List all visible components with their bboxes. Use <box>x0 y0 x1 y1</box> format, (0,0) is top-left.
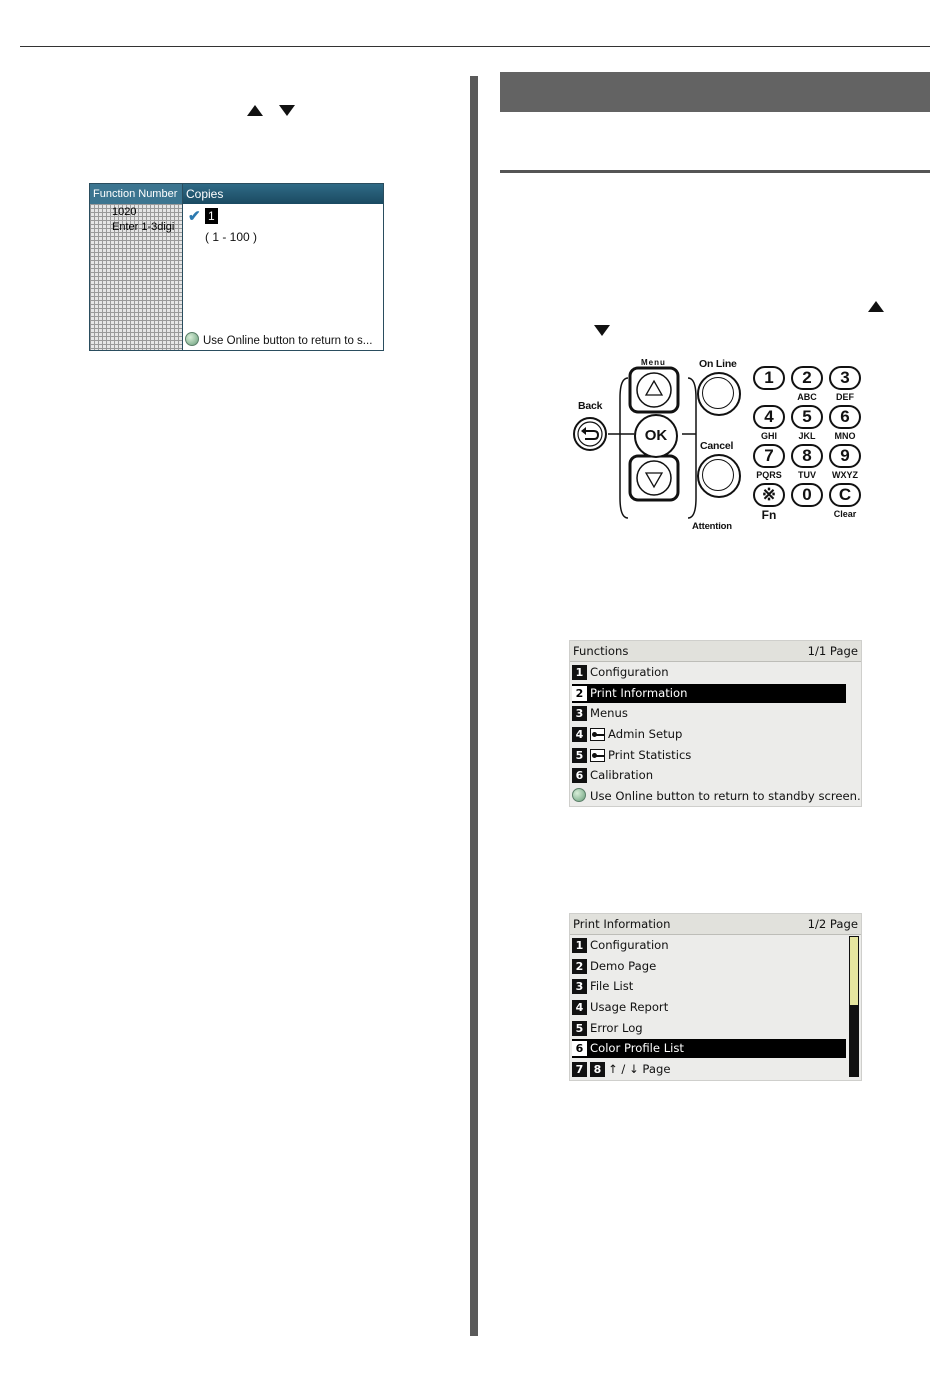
function-number-hint: Enter 1-3digi <box>112 221 175 233</box>
keypad-key-9[interactable]: 9 <box>829 444 861 468</box>
copies-range: ( 1 - 100 ) <box>205 230 258 244</box>
function-number-value: 1020 <box>112 206 137 218</box>
online-label: On Line <box>699 358 737 370</box>
keypad-key-11[interactable]: 0 <box>791 483 823 507</box>
page-navigation-row[interactable] <box>572 1060 670 1079</box>
keypad-key-4[interactable]: 4 <box>753 405 785 429</box>
keypad-key-5[interactable]: 5 <box>791 405 823 429</box>
header-rule <box>20 46 930 47</box>
keypad-key-2[interactable]: 2 <box>791 366 823 390</box>
copies-title: Copies <box>183 184 383 204</box>
menu-item-file-list[interactable] <box>572 977 633 996</box>
ok-button[interactable]: OK <box>634 414 678 458</box>
key-icon <box>590 728 605 741</box>
functions-page-indicator: 1/1 Page <box>807 644 858 658</box>
item-number: 4 <box>572 1000 587 1015</box>
scrollbar-thumb[interactable] <box>850 937 858 1005</box>
item-label: Calibration <box>590 768 654 782</box>
cancel-button[interactable] <box>697 454 741 498</box>
down-arrow-icon <box>279 105 295 116</box>
back-button[interactable] <box>572 416 608 452</box>
menu-item-configuration[interactable] <box>572 936 669 955</box>
menu-item-print-information[interactable] <box>572 684 846 703</box>
keypad-key-sublabel: GHI <box>760 431 777 441</box>
functions-screen <box>569 640 862 807</box>
menu-up-button[interactable] <box>628 366 680 414</box>
keypad-key-6[interactable]: 6 <box>829 405 861 429</box>
item-label: Error Log <box>590 1021 643 1035</box>
online-button[interactable] <box>697 372 741 416</box>
functions-header <box>570 641 861 662</box>
menu-item-configuration[interactable] <box>572 663 669 682</box>
item-number: 5 <box>572 1021 587 1036</box>
print-information-header <box>570 914 861 935</box>
keypad-key-12[interactable]: C <box>829 483 861 507</box>
keypad-key-sublabel: MNO <box>834 431 856 441</box>
menu-item-menus[interactable] <box>572 704 628 723</box>
key-icon <box>590 749 605 762</box>
item-label: Menus <box>590 706 628 720</box>
item-number: 3 <box>572 979 587 994</box>
check-icon: ✔ <box>188 208 201 225</box>
keypad-key-7[interactable]: 7 <box>753 444 785 468</box>
functions-footer <box>572 787 861 806</box>
menu-item-demo-page[interactable] <box>572 957 656 976</box>
keypad-key-sublabel: PQRS <box>756 470 782 480</box>
item-number: 7 <box>572 1062 587 1077</box>
item-label: Demo Page <box>590 959 657 973</box>
functions-footer-text: Use Online button to return to standby screen. <box>590 789 861 803</box>
item-number: 1 <box>572 938 587 953</box>
item-number: 6 <box>572 1041 587 1056</box>
item-label: Configuration <box>590 938 669 952</box>
item-number: 5 <box>572 748 587 763</box>
copies-panel <box>182 184 383 350</box>
column-divider <box>470 76 478 1336</box>
cancel-label: Cancel <box>700 440 734 452</box>
keypad-key-1[interactable]: 1 <box>753 366 785 390</box>
item-number: 4 <box>572 727 587 742</box>
keypad-key-sublabel: JKL <box>798 431 816 441</box>
menu-item-usage-report[interactable] <box>572 998 668 1017</box>
keypad-key-sublabel: WXYZ <box>832 470 858 480</box>
item-label: Print Information <box>590 686 688 700</box>
menu-item-color-profile-list[interactable] <box>572 1039 846 1058</box>
section-header-bar <box>500 72 930 112</box>
keypad-key-sublabel: TUV <box>798 470 816 480</box>
item-label: Usage Report <box>590 1000 669 1014</box>
item-label: Configuration <box>590 665 669 679</box>
menu-label: Menu <box>641 358 666 367</box>
menu-item-admin-setup[interactable] <box>572 725 682 744</box>
lcd-copies-screen <box>89 183 384 351</box>
attention-label: Attention <box>692 521 732 532</box>
item-number: 2 <box>572 686 587 701</box>
keypad-key-sublabel: Fn <box>761 508 777 522</box>
online-indicator-icon <box>572 788 586 802</box>
function-number-title: Function Number <box>90 184 186 204</box>
copies-selected-value[interactable]: 1 <box>205 208 218 224</box>
functions-title: Functions <box>573 644 629 658</box>
keypad-key-sublabel: ABC <box>797 392 817 402</box>
item-number: 8 <box>590 1062 605 1077</box>
print-information-title: Print Information <box>573 917 671 931</box>
item-label: Print Statistics <box>608 748 692 762</box>
item-number: 2 <box>572 959 587 974</box>
up-arrow-icon <box>247 105 263 116</box>
menu-item-error-log[interactable] <box>572 1019 643 1038</box>
keypad-key-8[interactable]: 8 <box>791 444 823 468</box>
copies-footer-text: Use Online button to return to s... <box>203 335 373 347</box>
up-arrow-icon <box>868 301 884 312</box>
item-label: File List <box>590 979 634 993</box>
back-label: Back <box>578 400 603 412</box>
item-number: 6 <box>572 768 587 783</box>
operator-panel <box>570 358 870 536</box>
keypad-key-sublabel: DEF <box>836 392 854 402</box>
item-label: Admin Setup <box>608 727 683 741</box>
down-arrow-icon <box>594 325 610 336</box>
item-number: 3 <box>572 706 587 721</box>
item-label: Color Profile List <box>590 1041 684 1055</box>
print-information-page-indicator: 1/2 Page <box>807 917 858 931</box>
keypad-key-10[interactable]: ※ <box>753 483 785 507</box>
menu-down-button[interactable] <box>628 454 680 502</box>
copies-footer <box>185 332 381 348</box>
print-information-screen <box>569 913 862 1081</box>
keypad-key-sublabel: Clear <box>833 509 857 519</box>
menu-item-print-statistics[interactable] <box>572 746 691 765</box>
item-number: 1 <box>572 665 587 680</box>
page-navigation-label: ↑ / ↓ Page <box>608 1062 671 1076</box>
scrollbar[interactable] <box>849 936 859 1077</box>
menu-item-calibration[interactable] <box>572 766 653 785</box>
keypad-key-3[interactable]: 3 <box>829 366 861 390</box>
online-indicator-icon <box>185 332 199 346</box>
section-rule <box>500 170 930 173</box>
